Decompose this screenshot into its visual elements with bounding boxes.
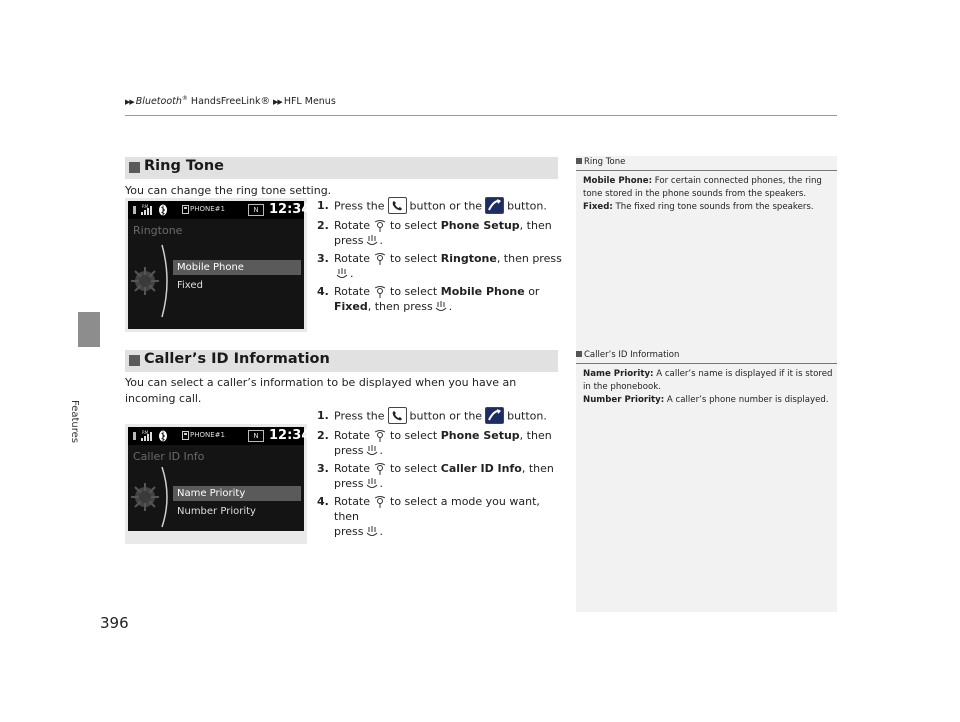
- dial-knob-icon: [128, 239, 172, 323]
- note-item: Number Priority: A caller’s phone number is displayed.: [583, 395, 829, 405]
- breadcrumb-handsfreelink: HandsFreeLink®: [187, 96, 271, 108]
- section-title: Caller’s ID Information: [144, 351, 330, 367]
- phone-card-icon: [182, 205, 189, 214]
- breadcrumb: [125, 95, 336, 107]
- header-divider: [125, 115, 837, 116]
- note-marker-icon: [576, 158, 582, 164]
- section-header-ring-tone: [125, 157, 558, 179]
- section-square-icon: [129, 355, 140, 366]
- note-marker-icon: [576, 351, 582, 357]
- press-dial-icon: [366, 526, 378, 538]
- status-bar: [128, 427, 311, 445]
- section-title: Ring Tone: [144, 158, 224, 174]
- note-body-ring-tone: [583, 175, 833, 214]
- step-2: 2. Rotate to select Phone Setup, then press .: [317, 219, 552, 247]
- caller-id-intro: You can select a caller’s information to be displayed when you have an incoming call.: [125, 376, 517, 405]
- interface-dial-icon: [374, 285, 386, 299]
- step-1: 1. Press the button or the button.: [317, 409, 547, 423]
- step-4: 4. Rotate to select a mode you want, then press .: [317, 495, 540, 538]
- option-other[interactable]: Fixed: [177, 280, 203, 291]
- signal-bluetooth-icon: [132, 430, 182, 442]
- interface-dial-icon: [374, 219, 386, 233]
- section-header-caller-id: [125, 350, 558, 372]
- interface-dial-icon: [374, 252, 386, 266]
- back-button-icon: [485, 197, 504, 214]
- step-2: 2. Rotate to select Phone Setup, then press .: [317, 429, 552, 457]
- interface-dial-icon: [374, 462, 386, 476]
- screen-title: Ringtone: [133, 224, 183, 237]
- status-bar: [128, 201, 311, 219]
- note-header-caller-id: [576, 350, 837, 364]
- n-indicator: N: [248, 204, 264, 216]
- breadcrumb-arrow-icon: ▶▶: [273, 98, 282, 107]
- press-dial-icon: [366, 445, 378, 457]
- option-other[interactable]: Number Priority: [177, 506, 256, 517]
- step-3: 3. Rotate to select Ringtone, then press .: [317, 252, 562, 280]
- phone-button-icon: [388, 407, 407, 424]
- option-selected[interactable]: Mobile Phone: [173, 260, 301, 275]
- ring-tone-screen: [125, 198, 311, 332]
- caller-id-screen: [125, 424, 311, 544]
- option-selected[interactable]: Name Priority: [173, 486, 301, 501]
- phone-name: PHONE#1: [190, 205, 225, 213]
- note-item: Fixed: The fixed ring tone sounds from the speakers.: [583, 202, 814, 212]
- step-3: 3. Rotate to select Caller ID Info, then press .: [317, 462, 554, 490]
- breadcrumb-hfl-menus: HFL Menus: [283, 96, 336, 108]
- svg-text:RM: RM: [142, 204, 149, 209]
- note-header-ring-tone: [576, 157, 837, 171]
- chapter-label: Features: [69, 400, 80, 443]
- note-item: Mobile Phone: For certain connected phones, the ring tone stored in the phone sounds from the speakers.: [583, 176, 822, 199]
- press-dial-icon: [336, 268, 348, 280]
- note-body-caller-id: [583, 368, 833, 407]
- step-4: 4. Rotate to select Mobile Phone or Fixed, then press .: [317, 285, 540, 313]
- page-number: 396: [100, 614, 129, 632]
- section-square-icon: [129, 162, 140, 173]
- press-dial-icon: [366, 235, 378, 247]
- chapter-tab: [78, 312, 100, 347]
- note-title: Ring Tone: [584, 157, 626, 167]
- ring-tone-intro: You can change the ring tone setting.: [125, 184, 332, 197]
- svg-text:RM: RM: [142, 430, 149, 435]
- back-button-icon: [485, 407, 504, 424]
- interface-dial-icon: [374, 495, 386, 509]
- screen-display: [128, 427, 311, 531]
- caller-id-steps: [312, 408, 562, 542]
- screen-display: [128, 201, 311, 329]
- step-1: 1. Press the button or the button.: [317, 199, 547, 213]
- phone-name: PHONE#1: [190, 431, 225, 439]
- phone-button-icon: [388, 197, 407, 214]
- n-indicator: N: [248, 430, 264, 442]
- note-title: Caller’s ID Information: [584, 350, 680, 360]
- breadcrumb-bluetooth: Bluetooth: [135, 96, 182, 108]
- press-dial-icon: [366, 478, 378, 490]
- clock: 12:34: [269, 202, 311, 217]
- screen-title: Caller ID Info: [133, 450, 205, 463]
- signal-bluetooth-icon: [132, 204, 182, 216]
- press-dial-icon: [435, 301, 447, 313]
- interface-dial-icon: [374, 429, 386, 443]
- breadcrumb-registered: ®: [181, 95, 188, 102]
- ring-tone-steps: [312, 198, 562, 317]
- clock: 12:34: [269, 428, 311, 443]
- breadcrumb-arrow-icon: ▶▶: [125, 98, 134, 107]
- note-item: Name Priority: A caller’s name is displayed if it is stored in the phonebook.: [583, 369, 833, 392]
- dial-knob-icon: [128, 463, 172, 531]
- phone-card-icon: [182, 431, 189, 440]
